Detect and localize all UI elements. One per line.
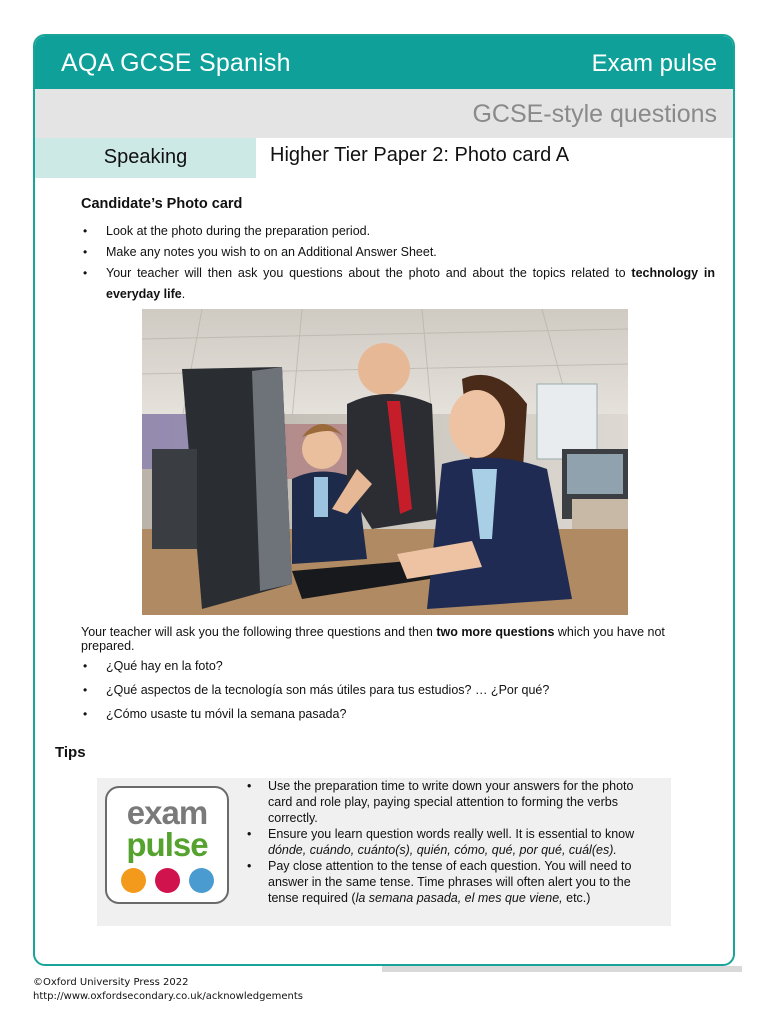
instruction-text: Your teacher will then ask you questions about the photo and about the topics related to: [106, 266, 632, 280]
intro-emphasis: two more questions: [436, 625, 555, 639]
tip-time-phrases: la semana pasada, el mes que viene,: [355, 891, 563, 905]
tip-item: [247, 826, 657, 858]
tips-heading: Tips: [55, 744, 86, 761]
tip-item: [247, 858, 657, 906]
logo-word-pulse: pulse: [126, 826, 208, 863]
worksheet-card: [33, 34, 735, 966]
tip-item: • Use the preparation time to write down your answers for the photo card and role play, paying special attention to forming the verbs correctly.: [247, 778, 657, 826]
header-bar: [35, 36, 733, 89]
tips-list: [247, 778, 657, 906]
photo-illustration: [142, 309, 628, 615]
tip-text: Ensure you learn question words really well. It is essential to know: [268, 827, 635, 841]
tip-question-words: dónde, cuándo, cuánto(s), quién, cómo, qué, por qué, cuál(es).: [268, 843, 617, 857]
footer: [33, 976, 303, 1004]
question-item: • ¿Cómo usaste tu móvil la semana pasada?: [81, 704, 721, 725]
subheader-title: GCSE-style questions: [472, 100, 717, 128]
questions-list: [81, 656, 721, 728]
questions-intro: [81, 625, 721, 653]
tip-text: Pay close attention to the tense of each question. You will need to answer in the same tense. Time phrases will often alert you to the tense required (: [268, 859, 632, 905]
instruction-item: • Make any notes you wish to on an Additional Answer Sheet.: [81, 242, 715, 263]
logo-word-exam: exam: [126, 794, 208, 831]
logo-dot-blue: [189, 868, 214, 893]
copyright: ©Oxford University Press 2022: [33, 977, 189, 988]
instructions-list: [81, 221, 715, 305]
card-heading: Candidate’s Photo card: [81, 196, 243, 212]
paper-title: Higher Tier Paper 2: Photo card A: [270, 144, 570, 166]
skill-tab: Speaking: [35, 138, 256, 178]
question-item: • ¿Qué hay en la foto?: [81, 656, 721, 677]
classroom-photo: [142, 309, 628, 615]
logo-dots: [121, 868, 215, 894]
exam-pulse-logo: [105, 786, 229, 904]
question-item: • ¿Qué aspectos de la tecnología son más útiles para tus estudios? … ¿Por qué?: [81, 680, 721, 701]
instruction-end: .: [181, 287, 186, 301]
instruction-item: [81, 263, 715, 305]
acknowledgements-link[interactable]: http://www.oxfordsecondary.co.uk/acknowledgements: [33, 991, 303, 1002]
instruction-item: • Look at the photo during the preparation period.: [81, 221, 715, 242]
subheader-bar: [35, 89, 733, 138]
instruction-topic: technology in everyday life: [106, 266, 715, 301]
logo-dot-orange: [121, 868, 146, 893]
card-shadow: [382, 966, 742, 972]
intro-text: Your teacher will ask you the following three questions and then: [81, 625, 437, 639]
logo-dot-red: [155, 868, 180, 893]
series-title: Exam pulse: [591, 50, 717, 77]
tips-box: [97, 778, 671, 926]
intro-end: which you have not prepared.: [81, 625, 665, 653]
brand-title: AQA GCSE Spanish: [61, 49, 291, 77]
tip-end: etc.): [562, 891, 591, 905]
